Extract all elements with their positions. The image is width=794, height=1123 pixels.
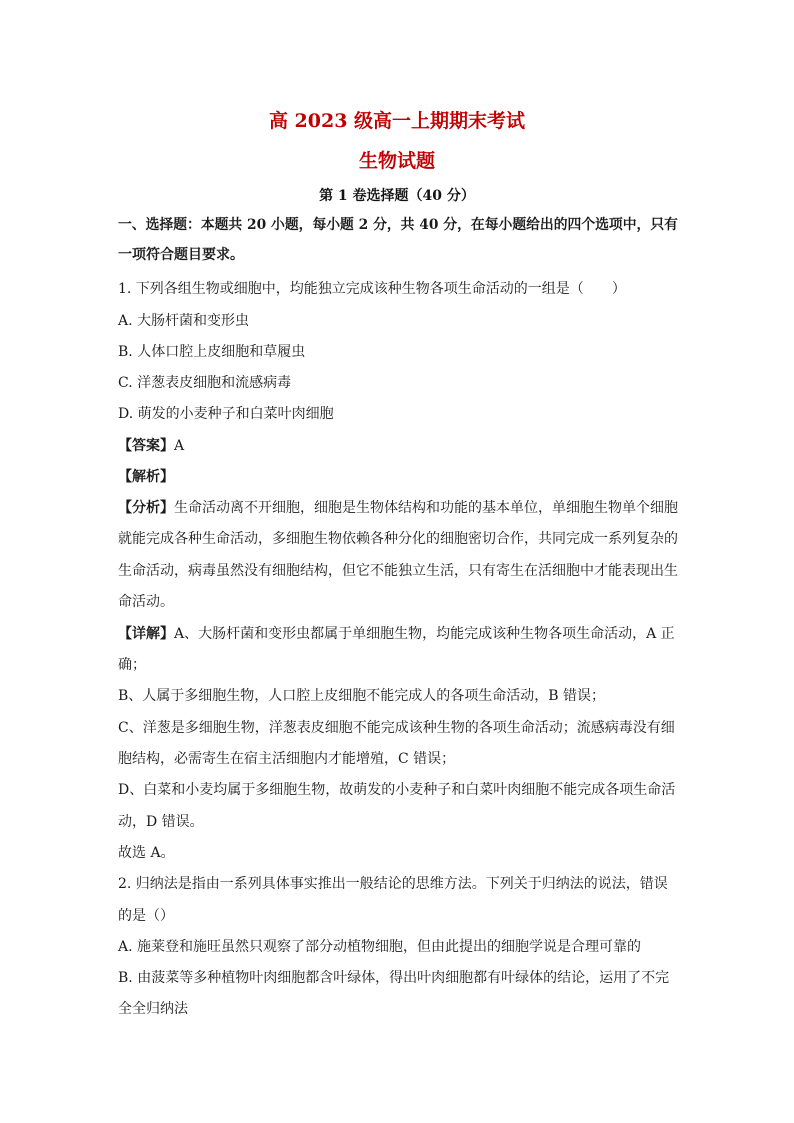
instructions-line-2: 一项符合题目要求。 bbox=[118, 247, 244, 263]
fenxi-line-1 bbox=[118, 498, 678, 518]
xiangjie-line-1 bbox=[118, 624, 678, 644]
question-1-stem-text: 1. 下列各组生物或细胞中，均能独立完成该种生物各项生命活动的一组是（ bbox=[118, 281, 584, 297]
answer-value: A bbox=[174, 438, 185, 454]
xiangjie-line-3: B、人属于多细胞生物，人口腔上皮细胞不能完成人的各项生命活动，B 错误； bbox=[118, 688, 606, 704]
fenxi-line-2: 就能完成各种生命活动，多细胞生物依赖各种分化的细胞密切合作，共同完成一系列复杂的 bbox=[118, 531, 678, 547]
xiangjie-line-2: 确； bbox=[118, 657, 146, 673]
xiangjie-text-1: A、大肠杆菌和变形虫都属于单细胞生物，均能完成该种生物各项生命活动，A 正 bbox=[174, 626, 675, 642]
q2-option-b: B. 由菠菜等多种植物叶肉细胞都含叶绿体，得出叶肉细胞都有叶绿体的结论，运用了不完 bbox=[118, 970, 670, 986]
question-2-stem-1: 2. 归纳法是指由一系列具体事实推出一般结论的思维方法。下列关于归纳法的说法，错误 bbox=[118, 876, 668, 892]
fenxi-label: 【分析】 bbox=[118, 500, 174, 516]
xiangjie-line-4: C、洋葱是多细胞生物，洋葱表皮细胞不能完成该种生物的各项生命活动；流感病毒没有细 bbox=[118, 720, 675, 736]
fenxi-line-3: 生命活动，病毒虽然没有细胞结构，但它不能独立生活，只有寄生在活细胞中才能表现出生 bbox=[118, 563, 678, 579]
option-a: A. 大肠杆菌和变形虫 bbox=[118, 313, 250, 329]
section-title: 第 1 卷选择题（40 分） bbox=[319, 188, 475, 204]
q2-option-a: A. 施莱登和施旺虽然只观察了部分动植物细胞，但由此提出的细胞学说是合理可靠的 bbox=[118, 939, 642, 955]
xiangjie-label: 【详解】 bbox=[118, 626, 174, 642]
instructions-line-1: 一、选择题：本题共 20 小题，每小题 2 分，共 40 分，在每小题给出的四个选项中，只有 bbox=[118, 217, 678, 233]
analysis-label: 【解析】 bbox=[118, 469, 174, 485]
answer-label: 【答案】 bbox=[118, 438, 174, 454]
option-d: D. 萌发的小麦种子和白菜叶肉细胞 bbox=[118, 406, 334, 422]
xiangjie-line-7: 动，D 错误。 bbox=[118, 814, 204, 830]
exam-title: 高 2023 级高一上期期末考试 bbox=[268, 110, 526, 132]
fenxi-text-1: 生命活动离不开细胞，细胞是生物体结构和功能的基本单位，单细胞生物单个细胞 bbox=[174, 500, 678, 516]
question-1-stem-close: ） bbox=[611, 281, 626, 297]
question-2-stem-2: 的是（） bbox=[118, 908, 174, 924]
option-b: B. 人体口腔上皮细胞和草履虫 bbox=[118, 344, 306, 360]
fenxi-line-4: 命活动。 bbox=[118, 594, 174, 610]
conclusion: 故选 A。 bbox=[118, 845, 175, 861]
subject-title: 生物试题 bbox=[358, 150, 435, 172]
question-1-stem bbox=[118, 279, 678, 299]
q2-option-b-cont: 全全归纳法 bbox=[118, 1001, 188, 1017]
xiangjie-line-5: 胞结构，必需寄生在宿主活细胞内才能增殖，C 错误； bbox=[118, 751, 456, 767]
option-c: C. 洋葱表皮细胞和流感病毒 bbox=[118, 375, 292, 391]
xiangjie-line-6: D、白菜和小麦均属于多细胞生物，故萌发的小麦种子和白菜叶肉细胞不能完成各项生命活 bbox=[118, 782, 676, 798]
answer-line bbox=[118, 436, 678, 456]
